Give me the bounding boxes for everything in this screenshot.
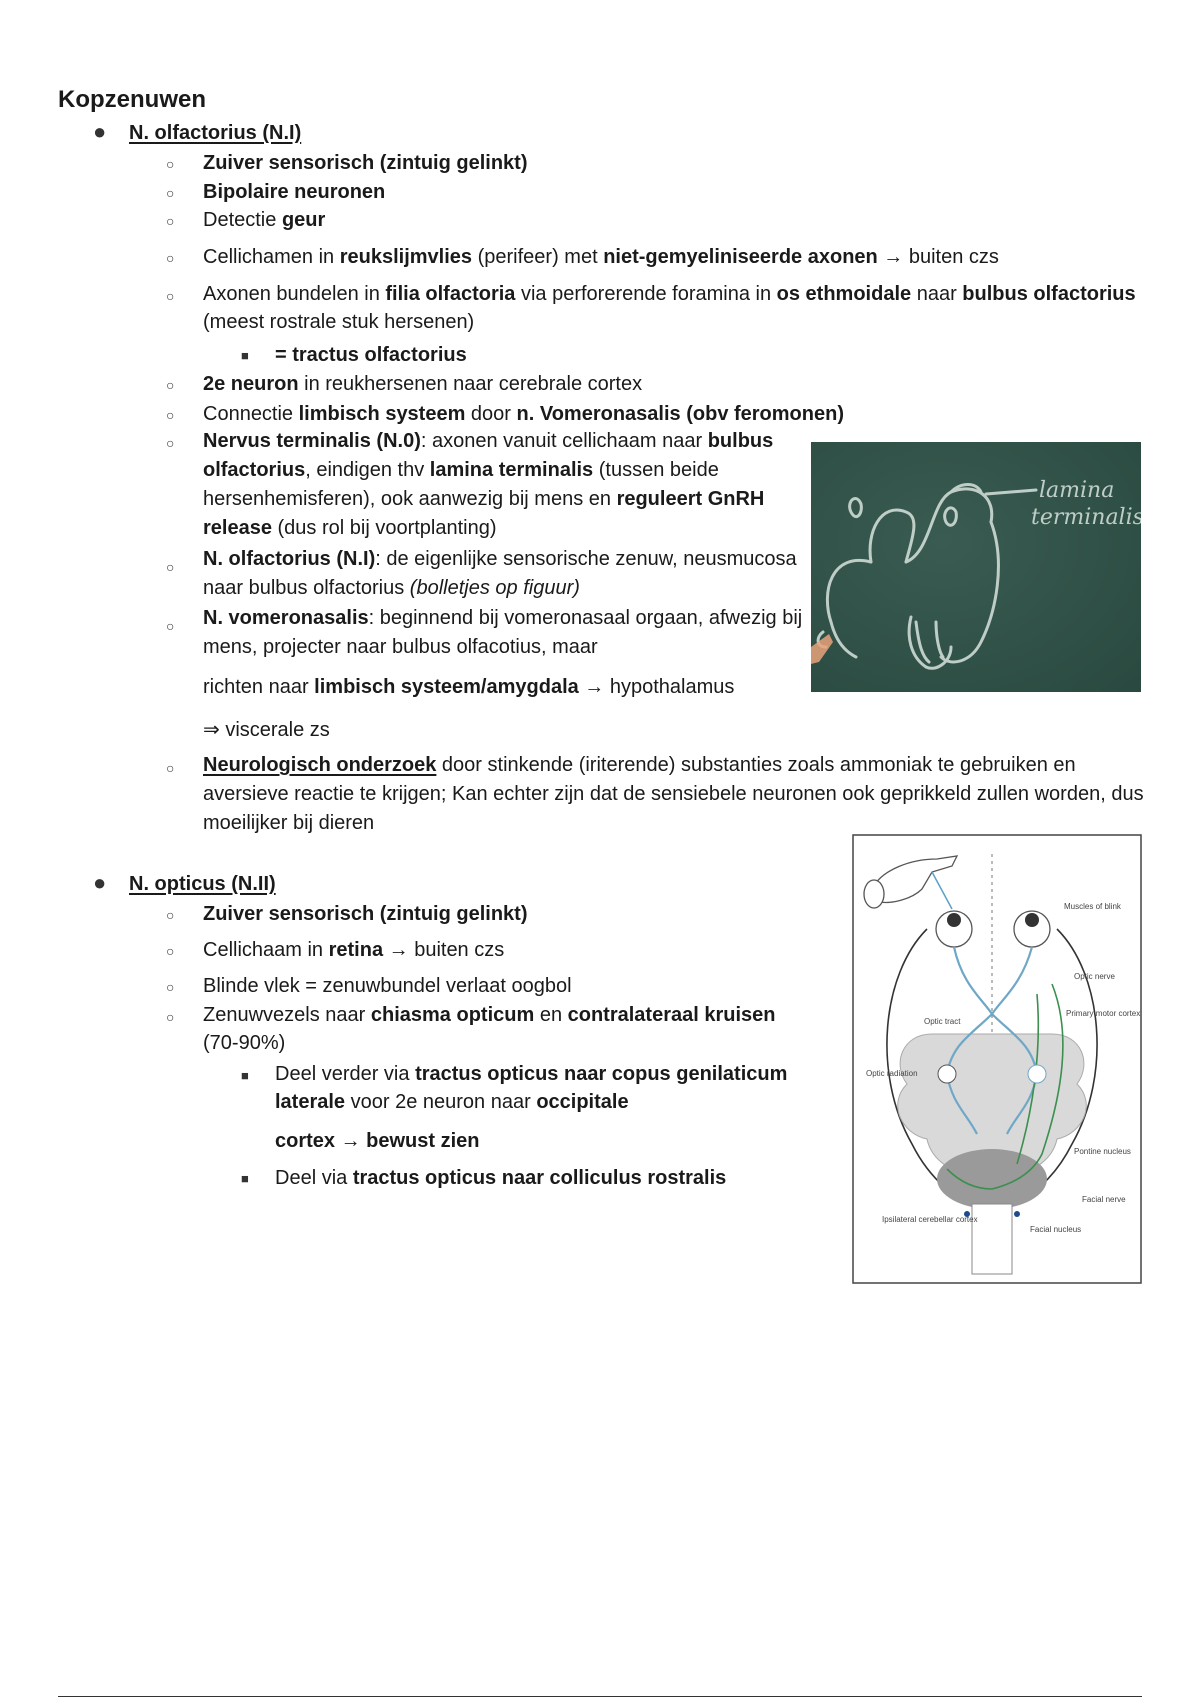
bullet-dot: ● bbox=[93, 119, 107, 144]
olf-cellbodies: Cellichamen in reukslijmvlies (perifeer) met niet-gemyeliniseerde axonen → buiten czs bbox=[203, 246, 999, 268]
bullet-circle: ○ bbox=[166, 407, 175, 423]
olfactorius-heading: N. olfactorius (N.I) bbox=[129, 122, 302, 144]
olf-pure-sensory: Zuiver sensorisch (zintuig gelinkt) bbox=[203, 152, 528, 174]
olf-tractus: = tractus olfactorius bbox=[275, 344, 467, 366]
bullet-circle: ○ bbox=[166, 1009, 175, 1025]
olf-detect: Detectie geur bbox=[203, 209, 326, 231]
bullet-circle: ○ bbox=[166, 213, 175, 229]
opt-sub-cgl: Deel verder via tractus opticus naar copus genilaticum laterale voor 2e neuron naar occipitale bbox=[275, 1063, 788, 1113]
bullet-circle: ○ bbox=[166, 185, 175, 201]
bullet-circle: ○ bbox=[166, 288, 175, 304]
bullet-circle: ○ bbox=[166, 618, 175, 634]
label-primary-motor: Primary motor cortex bbox=[1066, 1009, 1141, 1018]
bullet-circle: ○ bbox=[166, 156, 175, 172]
bullet-circle: ○ bbox=[166, 760, 175, 776]
olf-visceral: ⇒ viscerale zs bbox=[203, 719, 330, 741]
label-optic-tract: Optic tract bbox=[924, 1017, 961, 1026]
label-optic-nerve: Optic nerve bbox=[1074, 972, 1115, 981]
bullet-circle: ○ bbox=[166, 250, 175, 266]
footer-rule bbox=[58, 1696, 1142, 1697]
lamina-terminalis-sketch bbox=[811, 442, 1141, 692]
olf-neuro-exam: Neurologisch onderzoek door stinkende (iriterende) substanties zoals ammoniak te gebruiken en aversieve reactie te krijgen; Kan echter zijn dat de sensiebele neuronen ook geprikkeld zullen worden, dus moeilijker bij dieren bbox=[203, 754, 1144, 834]
label-facial-nucleus: Facial nucleus bbox=[1030, 1225, 1082, 1234]
bullet-circle: ○ bbox=[166, 377, 175, 393]
opt-sub-cgl-cont: cortex → bewust zien bbox=[275, 1130, 480, 1152]
olf-second-neuron: 2e neuron in reukhersenen naar cerebrale cortex bbox=[203, 373, 643, 395]
opt-cellbody: Cellichaam in retina → buiten czs bbox=[203, 939, 505, 961]
board-label-terminalis: terminalis bbox=[1031, 505, 1141, 530]
bullet-circle: ○ bbox=[166, 907, 175, 923]
bullet-square: ■ bbox=[241, 348, 249, 363]
bullet-circle: ○ bbox=[166, 943, 175, 959]
bullet-square: ■ bbox=[241, 1068, 249, 1083]
bullet-circle: ○ bbox=[166, 435, 175, 451]
opt-pure-sensory: Zuiver sensorisch (zintuig gelinkt) bbox=[203, 903, 528, 925]
label-facial-nerve: Facial nerve bbox=[1082, 1195, 1126, 1204]
opt-blind-spot: Blinde vlek = zenuwbundel verlaat oogbol bbox=[203, 975, 572, 997]
olf-terminalis: Nervus terminalis (N.0): axonen vanuit cellichaam naar bulbus olfactorius, eindigen thv lamina terminalis (tussen beide hersenhemisferen), ook aanwezig bij mens en reguleert GnRH release (dus rol bij voortplanting) bbox=[203, 430, 774, 539]
label-optic-radiation: Optic radiation bbox=[866, 1069, 918, 1078]
optic-pathway-illustration bbox=[852, 834, 1142, 1284]
olf-vomeronasalis-target: richten naar limbisch systeem/amygdala → hypothalamus bbox=[203, 676, 735, 698]
label-pontine: Pontine nucleus bbox=[1074, 1147, 1131, 1156]
olf-axons: Axonen bundelen in filia olfactoria via perforerende foramina in os ethmoidale naar bulbus olfactorius (meest rostrale stuk hersenen) bbox=[203, 283, 1136, 333]
bullet-dot: ● bbox=[93, 870, 107, 895]
opt-fibers: Zenuwvezels naar chiasma opticum en contralateraal kruisen (70-90%) bbox=[203, 1004, 776, 1054]
olf-connection: Connectie limbisch systeem door n. Vomeronasalis (obv feromonen) bbox=[203, 403, 844, 425]
opticus-heading: N. opticus (N.II) bbox=[129, 873, 276, 895]
bullet-square: ■ bbox=[241, 1171, 249, 1186]
olf-bipolar: Bipolaire neuronen bbox=[203, 181, 386, 203]
opt-sub-colliculus: Deel via tractus opticus naar colliculus rostralis bbox=[275, 1167, 727, 1189]
label-ipsilateral: Ipsilateral cerebellar cortex bbox=[882, 1215, 978, 1224]
olf-n1: N. olfactorius (N.I): de eigenlijke sensorische zenuw, neusmucosa naar bulbus olfactorius (bolletjes op figuur) bbox=[203, 548, 797, 599]
bullet-circle: ○ bbox=[166, 979, 175, 995]
bullet-circle: ○ bbox=[166, 559, 175, 575]
board-label-lamina: lamina bbox=[1039, 478, 1115, 503]
olf-vomeronasalis: N. vomeronasalis: beginnend bij vomeronasaal orgaan, afwezig bij mens, projecter naar bulbus olfacotius, maar bbox=[203, 607, 803, 658]
chalkboard-image bbox=[811, 442, 1141, 692]
optic-pathway-diagram bbox=[852, 834, 1142, 1284]
label-muscles: Muscles of blink bbox=[1064, 902, 1121, 911]
page-title: Kopzenuwen bbox=[58, 86, 206, 113]
